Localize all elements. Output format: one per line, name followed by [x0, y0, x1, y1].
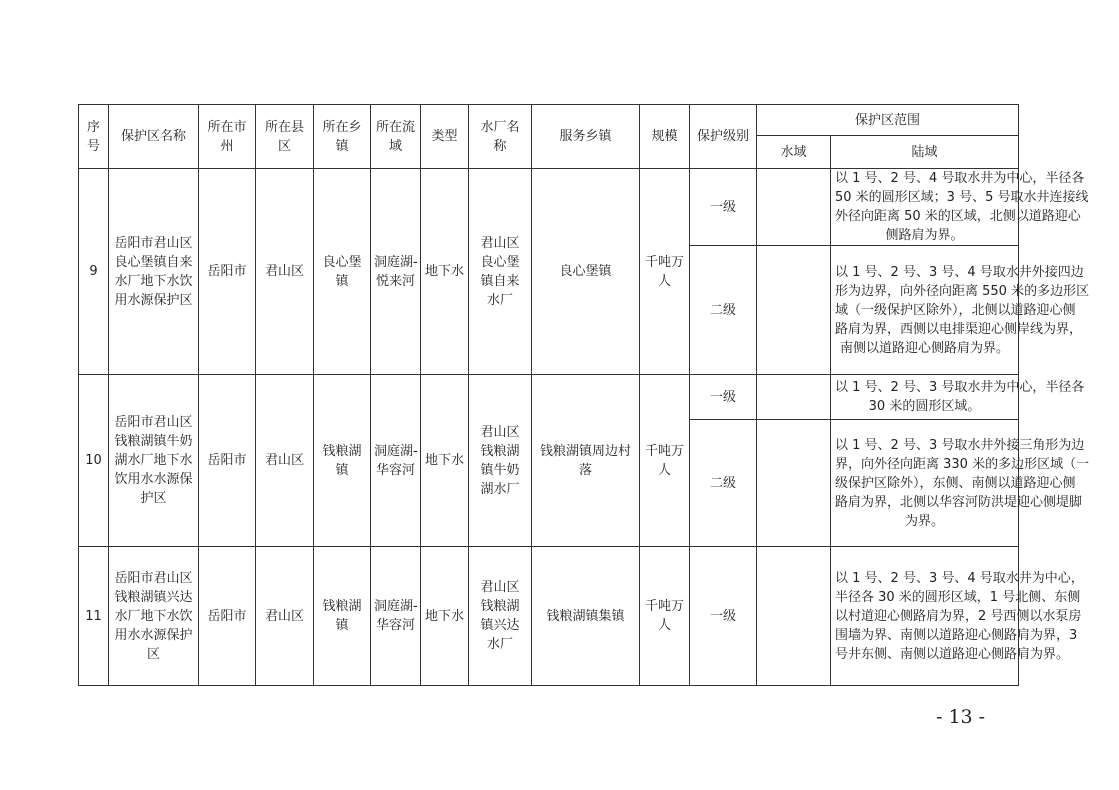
text-line: 规模: [651, 129, 678, 144]
text-line: 50 米的圆形区域；3 号、5 号取水井连接线: [835, 190, 1089, 205]
text-line: 钱粮湖镇周边村: [539, 443, 631, 459]
cell-level: 二级: [690, 246, 757, 375]
text-line: 保护区名称: [120, 129, 186, 144]
cell-name: [109, 375, 199, 547]
text-line: 镇兴达: [480, 618, 520, 633]
text-line: 湖水厂: [480, 481, 520, 497]
text-line: 号井东侧、南侧以道路迎心侧路肩为界。: [835, 646, 1070, 662]
text-line: 钱粮湖: [480, 443, 520, 459]
cell-basin: [371, 375, 421, 547]
text-line: 岳阳市: [207, 608, 247, 624]
text-line: 饮用水水源保: [114, 472, 193, 487]
cell-type: [421, 547, 469, 686]
header-row: [79, 105, 1019, 136]
cell-service: [532, 169, 640, 375]
text-line: 围墙为界、南侧以道路迎心侧路肩为界，3: [835, 627, 1078, 643]
text-line: 界，向外径向距离 330 米的多边形区域（一: [835, 456, 1090, 472]
text-line: 良心堡镇自来: [114, 254, 193, 270]
cell-city: [199, 547, 256, 686]
cell-land: [831, 246, 1090, 375]
cell-plant: [469, 547, 532, 686]
text-line: 良心堡镇: [559, 264, 612, 279]
text-line: 水厂名: [480, 119, 520, 135]
text-line: 所在县: [264, 119, 304, 135]
text-line: 以 1 号、2 号、3 号、4 号取水井为中心，: [835, 570, 1084, 586]
text-line: 岳阳市君山区: [114, 415, 193, 430]
text-line: 称: [493, 138, 507, 154]
text-line: 洞庭湖-: [374, 599, 418, 614]
page-number: - 13 -: [936, 706, 986, 728]
text-line: 以村道迎心侧路肩为界，2 号西侧以水泵房: [835, 608, 1082, 624]
header-town: [314, 105, 371, 169]
text-line: 钱粮湖: [322, 599, 362, 614]
text-line: 钱粮湖: [480, 599, 520, 614]
cell-town: [314, 547, 371, 686]
text-line: 人: [657, 273, 671, 289]
text-line: 域: [388, 138, 402, 154]
text-line: 形为边界，向外径向距离 550 米的多边形区: [835, 283, 1090, 299]
text-line: 路肩为界，北侧以华容河防洪堤迎心侧堤脚: [835, 494, 1083, 510]
text-line: 人: [657, 462, 671, 478]
text-line: 所在市: [207, 119, 247, 135]
text-line: 半径各 30 米的圆形区域，1 号北侧、东侧: [835, 589, 1081, 605]
cell-land: [831, 420, 1090, 547]
text-line: 水厂: [486, 637, 513, 652]
cell-city: [199, 169, 256, 375]
text-line: 侧路肩为界。: [885, 228, 964, 243]
text-line: 镇: [335, 618, 349, 633]
text-line: 地下水: [424, 608, 464, 624]
text-line: 钱粮湖镇兴达: [114, 589, 193, 605]
cell-water: [757, 169, 831, 246]
text-line: 落: [578, 462, 592, 478]
text-line: 君山区: [264, 264, 304, 279]
text-line: 区: [146, 646, 160, 662]
text-line: 路肩为界，西侧以电排渠迎心侧岸线为界，: [835, 321, 1083, 337]
text-line: 华容河: [375, 618, 415, 633]
cell-scale: [640, 169, 690, 375]
text-line: 服务乡镇: [559, 129, 612, 144]
text-line: 洞庭湖-: [374, 254, 418, 270]
cell-scale: [640, 375, 690, 547]
text-line: 水厂地下水饮: [114, 608, 193, 624]
text-line: 州: [220, 138, 234, 154]
cell-level: 一级: [690, 547, 757, 686]
cell-type: [421, 169, 469, 375]
text-line: 地下水: [424, 264, 464, 279]
text-line: 人: [657, 618, 671, 633]
cell-service: [532, 375, 640, 547]
text-line: 镇: [335, 273, 349, 289]
text-line: 湖水厂地下水: [114, 453, 193, 468]
cell-water: [757, 375, 831, 420]
header-type: [421, 105, 469, 169]
text-line: 序: [86, 119, 100, 135]
text-line: 君山区: [264, 453, 304, 468]
text-line: 良心堡: [322, 254, 362, 270]
text-line: 千吨万: [644, 254, 684, 270]
header-name: [109, 105, 199, 169]
header-range: [757, 105, 1019, 136]
text-line: 镇: [335, 462, 349, 478]
header-level: [690, 105, 757, 169]
text-line: 域（一级保护区除外），北侧以道路迎心侧: [835, 302, 1076, 318]
table-row: [79, 169, 1019, 246]
header-county: [256, 105, 314, 169]
text-line: 钱粮湖: [322, 443, 362, 459]
text-line: 水域: [780, 144, 807, 160]
cell-seq: 11: [79, 547, 109, 686]
text-line: 君山区: [480, 580, 520, 595]
text-line: 良心堡: [480, 254, 520, 270]
cell-service: [532, 547, 640, 686]
text-line: 号: [86, 138, 100, 154]
cell-county: [256, 375, 314, 547]
text-line: 悦来河: [375, 273, 415, 289]
text-line: 钱粮湖镇牛奶: [114, 434, 193, 449]
text-line: 保护级别: [696, 129, 749, 144]
cell-plant: [469, 169, 532, 375]
header-plant: [469, 105, 532, 169]
text-line: 镇自来: [480, 273, 520, 289]
header-city: [199, 105, 256, 169]
cell-water: [757, 420, 831, 547]
cell-scale: [640, 547, 690, 686]
text-line: 所在乡: [322, 119, 362, 135]
text-line: 级保护区除外），东侧、南侧以道路迎心侧: [835, 475, 1076, 491]
text-line: 以 1 号、2 号、4 号取水井为中心，半径各: [835, 171, 1085, 186]
text-line: 镇牛奶: [480, 462, 520, 478]
header-scale: [640, 105, 690, 169]
text-line: 陆域: [911, 144, 938, 160]
text-line: 用水水源保护: [114, 627, 193, 643]
text-line: 岳阳市君山区: [114, 570, 193, 586]
text-line: 岳阳市: [207, 453, 247, 468]
cell-city: [199, 375, 256, 547]
cell-land: [831, 547, 1084, 686]
text-line: 君山区: [264, 608, 304, 624]
text-line: 外径向距离 50 米的区域，北侧以道路迎心: [835, 209, 1081, 224]
text-line: 千吨万: [644, 599, 684, 614]
table-row: [79, 375, 1019, 420]
text-line: 地下水: [424, 453, 464, 468]
text-line: 类型: [431, 129, 458, 144]
cell-name: [109, 547, 199, 686]
cell-level: 一级: [690, 375, 757, 420]
text-line: 岳阳市君山区: [114, 235, 193, 251]
cell-type: [421, 375, 469, 547]
cell-town: [314, 375, 371, 547]
text-line: 所在流: [375, 119, 415, 135]
text-line: 30 米的圆形区域。: [868, 399, 981, 414]
cell-water: [757, 246, 831, 375]
header-basin: [371, 105, 421, 169]
text-line: 千吨万: [644, 443, 684, 459]
text-line: 君山区: [480, 235, 520, 251]
text-line: 以 1 号、2 号、3 号取水井外接三角形为边: [835, 437, 1085, 453]
text-line: 南侧以道路迎心侧路肩为界。: [840, 340, 1010, 356]
cell-basin: [371, 547, 421, 686]
header-seq: [79, 105, 109, 169]
text-line: 保护区范围: [855, 112, 921, 128]
text-line: 水厂: [486, 292, 513, 308]
text-line: 岳阳市: [207, 264, 247, 279]
text-line: 护区: [140, 491, 167, 506]
text-line: 以 1 号、2 号、3 号取水井为中心，半径各: [835, 380, 1085, 395]
cell-water: [757, 547, 831, 686]
cell-town: [314, 169, 371, 375]
cell-level: 一级: [690, 169, 757, 246]
header-land: [831, 136, 1019, 169]
header-service: [532, 105, 640, 169]
cell-county: [256, 169, 314, 375]
text-line: 以 1 号、2 号、3 号、4 号取水井外接四边: [835, 264, 1084, 280]
text-line: 为界。: [905, 513, 945, 529]
text-line: 用水源保护区: [114, 292, 193, 308]
cell-land: [831, 169, 1089, 246]
cell-county: [256, 547, 314, 686]
text-line: 洞庭湖-: [374, 443, 418, 459]
text-line: 君山区: [480, 424, 520, 440]
header-water: [757, 136, 831, 169]
text-line: 区: [277, 138, 291, 154]
cell-basin: [371, 169, 421, 375]
text-line: 镇: [335, 138, 349, 154]
protection-zone-table: [78, 104, 1090, 686]
cell-seq: 10: [79, 375, 109, 547]
cell-plant: [469, 375, 532, 547]
cell-land: [831, 375, 1085, 420]
cell-name: [109, 169, 199, 375]
cell-level: 二级: [690, 420, 757, 547]
text-line: 水厂地下水饮: [114, 273, 193, 289]
cell-seq: 9: [79, 169, 109, 375]
text-line: 华容河: [375, 462, 415, 478]
text-line: 钱粮湖镇集镇: [546, 608, 625, 624]
table-row: [79, 547, 1019, 686]
